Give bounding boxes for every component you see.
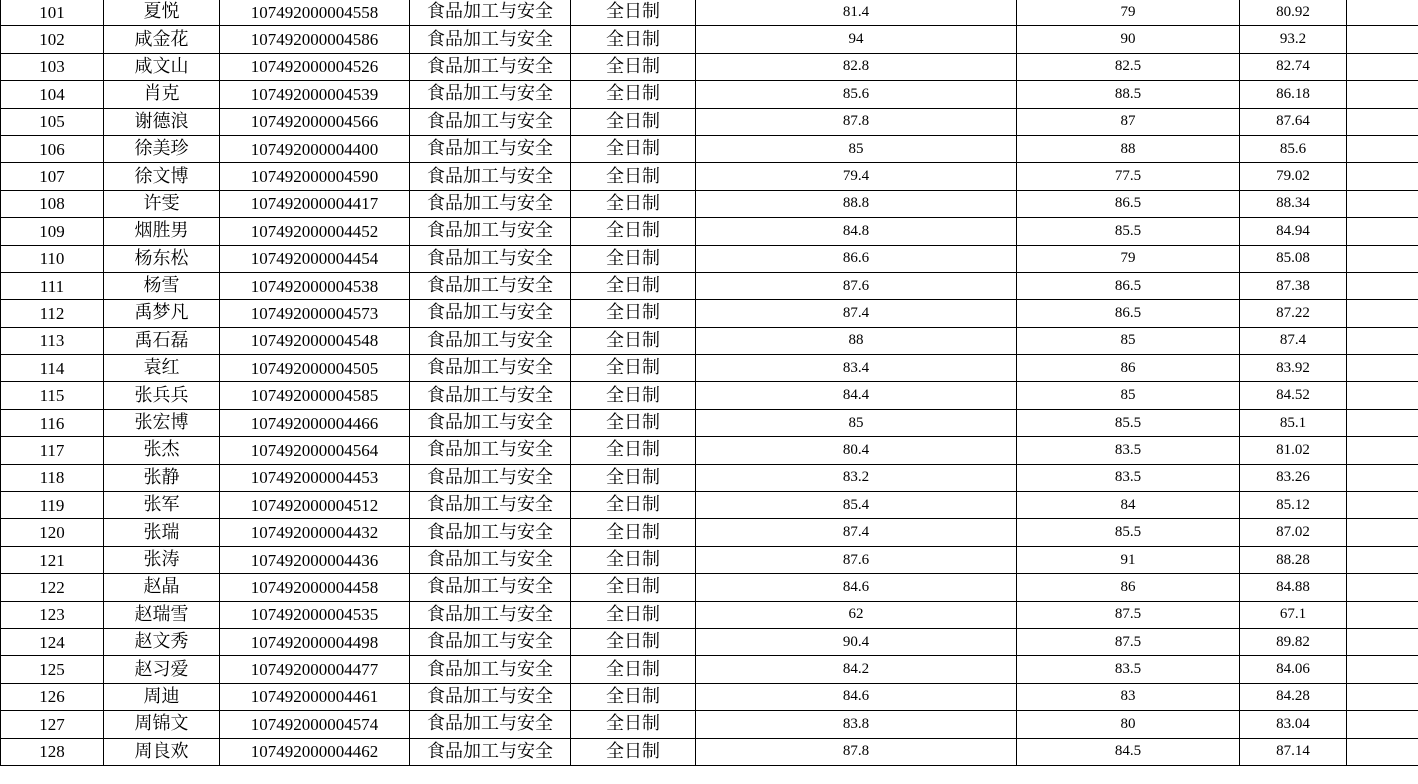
total-score-cell: 84.06 (1240, 656, 1347, 683)
score-1-cell: 87.6 (696, 546, 1017, 573)
major-cell: 食品加工与安全 (410, 53, 571, 80)
empty-cell (1347, 738, 1418, 765)
student-name-cell: 禹石磊 (104, 327, 220, 354)
empty-cell (1347, 245, 1418, 272)
table-row (1, 738, 1418, 765)
study-mode-cell: 全日制 (571, 355, 696, 382)
table-row (1, 53, 1418, 80)
row-number-cell: 118 (1, 464, 104, 491)
table-row (1, 382, 1418, 409)
student-name-cell: 张军 (104, 492, 220, 519)
row-number-cell: 102 (1, 26, 104, 53)
major-cell: 食品加工与安全 (410, 519, 571, 546)
score-1-cell: 87.8 (696, 108, 1017, 135)
student-name-cell: 禹梦凡 (104, 300, 220, 327)
major-cell: 食品加工与安全 (410, 135, 571, 162)
exam-id-cell: 107492000004432 (220, 519, 410, 546)
score-1-cell: 79.4 (696, 163, 1017, 190)
score-1-cell: 85 (696, 135, 1017, 162)
score-2-cell: 90 (1017, 26, 1240, 53)
total-score-cell: 83.04 (1240, 711, 1347, 738)
row-number-cell: 121 (1, 546, 104, 573)
major-cell: 食品加工与安全 (410, 163, 571, 190)
exam-id-cell: 107492000004535 (220, 601, 410, 628)
student-name-cell: 谢德浪 (104, 108, 220, 135)
score-1-cell: 62 (696, 601, 1017, 628)
major-cell: 食品加工与安全 (410, 355, 571, 382)
total-score-cell: 88.34 (1240, 190, 1347, 217)
exam-id-cell: 107492000004498 (220, 628, 410, 655)
score-2-cell: 84.5 (1017, 738, 1240, 765)
total-score-cell: 87.38 (1240, 272, 1347, 299)
score-2-cell: 86.5 (1017, 300, 1240, 327)
row-number-cell: 114 (1, 355, 104, 382)
exam-id-cell: 107492000004458 (220, 574, 410, 601)
exam-id-cell: 107492000004590 (220, 163, 410, 190)
total-score-cell: 85.08 (1240, 245, 1347, 272)
total-score-cell: 87.14 (1240, 738, 1347, 765)
student-name-cell: 徐文博 (104, 163, 220, 190)
study-mode-cell: 全日制 (571, 601, 696, 628)
study-mode-cell: 全日制 (571, 135, 696, 162)
total-score-cell: 87.4 (1240, 327, 1347, 354)
major-cell: 食品加工与安全 (410, 574, 571, 601)
study-mode-cell: 全日制 (571, 300, 696, 327)
exam-id-cell: 107492000004539 (220, 81, 410, 108)
major-cell: 食品加工与安全 (410, 683, 571, 710)
score-1-cell: 87.8 (696, 738, 1017, 765)
score-2-cell: 83.5 (1017, 656, 1240, 683)
score-1-cell: 88 (696, 327, 1017, 354)
major-cell: 食品加工与安全 (410, 546, 571, 573)
score-2-cell: 86 (1017, 355, 1240, 382)
student-name-cell: 咸文山 (104, 53, 220, 80)
study-mode-cell: 全日制 (571, 382, 696, 409)
empty-cell (1347, 190, 1418, 217)
score-2-cell: 85 (1017, 382, 1240, 409)
row-number-cell: 111 (1, 272, 104, 299)
score-1-cell: 83.4 (696, 355, 1017, 382)
empty-cell (1347, 437, 1418, 464)
empty-cell (1347, 574, 1418, 601)
exam-id-cell: 107492000004462 (220, 738, 410, 765)
table-row (1, 601, 1418, 628)
total-score-cell: 87.02 (1240, 519, 1347, 546)
study-mode-cell: 全日制 (571, 190, 696, 217)
score-2-cell: 79 (1017, 245, 1240, 272)
score-1-cell: 84.6 (696, 683, 1017, 710)
major-cell: 食品加工与安全 (410, 300, 571, 327)
major-cell: 食品加工与安全 (410, 81, 571, 108)
exam-id-cell: 107492000004436 (220, 546, 410, 573)
study-mode-cell: 全日制 (571, 464, 696, 491)
row-number-cell: 108 (1, 190, 104, 217)
table-row (1, 683, 1418, 710)
study-mode-cell: 全日制 (571, 738, 696, 765)
table-row (1, 245, 1418, 272)
student-name-cell: 周迪 (104, 683, 220, 710)
student-name-cell: 周良欢 (104, 738, 220, 765)
student-name-cell: 咸金花 (104, 26, 220, 53)
student-name-cell: 杨东松 (104, 245, 220, 272)
study-mode-cell: 全日制 (571, 683, 696, 710)
table-row (1, 711, 1418, 738)
study-mode-cell: 全日制 (571, 546, 696, 573)
exam-id-cell: 107492000004558 (220, 0, 410, 26)
score-2-cell: 83 (1017, 683, 1240, 710)
empty-cell (1347, 135, 1418, 162)
score-2-cell: 85 (1017, 327, 1240, 354)
exam-id-cell: 107492000004454 (220, 245, 410, 272)
score-1-cell: 84.8 (696, 218, 1017, 245)
score-1-cell: 80.4 (696, 437, 1017, 464)
major-cell: 食品加工与安全 (410, 628, 571, 655)
exam-id-cell: 107492000004453 (220, 464, 410, 491)
study-mode-cell: 全日制 (571, 218, 696, 245)
exam-id-cell: 107492000004574 (220, 711, 410, 738)
score-2-cell: 86 (1017, 574, 1240, 601)
study-mode-cell: 全日制 (571, 519, 696, 546)
exam-id-cell: 107492000004400 (220, 135, 410, 162)
table-row (1, 519, 1418, 546)
empty-cell (1347, 0, 1418, 26)
study-mode-cell: 全日制 (571, 163, 696, 190)
score-2-cell: 87.5 (1017, 628, 1240, 655)
total-score-cell: 93.2 (1240, 26, 1347, 53)
study-mode-cell: 全日制 (571, 53, 696, 80)
table-row (1, 108, 1418, 135)
table-row (1, 546, 1418, 573)
exam-id-cell: 107492000004477 (220, 656, 410, 683)
score-1-cell: 84.6 (696, 574, 1017, 601)
exam-id-cell: 107492000004566 (220, 108, 410, 135)
score-1-cell: 81.4 (696, 0, 1017, 26)
student-name-cell: 杨雪 (104, 272, 220, 299)
major-cell: 食品加工与安全 (410, 327, 571, 354)
empty-cell (1347, 409, 1418, 436)
row-number-cell: 109 (1, 218, 104, 245)
study-mode-cell: 全日制 (571, 409, 696, 436)
study-mode-cell: 全日制 (571, 711, 696, 738)
study-mode-cell: 全日制 (571, 628, 696, 655)
total-score-cell: 85.12 (1240, 492, 1347, 519)
student-name-cell: 烟胜男 (104, 218, 220, 245)
total-score-cell: 84.88 (1240, 574, 1347, 601)
table-row (1, 26, 1418, 53)
score-1-cell: 87.6 (696, 272, 1017, 299)
row-number-cell: 122 (1, 574, 104, 601)
row-number-cell: 112 (1, 300, 104, 327)
score-2-cell: 85.5 (1017, 409, 1240, 436)
table-row (1, 163, 1418, 190)
score-1-cell: 88.8 (696, 190, 1017, 217)
exam-id-cell: 107492000004573 (220, 300, 410, 327)
table-row (1, 492, 1418, 519)
major-cell: 食品加工与安全 (410, 382, 571, 409)
table-row (1, 218, 1418, 245)
score-2-cell: 87.5 (1017, 601, 1240, 628)
table-row (1, 81, 1418, 108)
study-mode-cell: 全日制 (571, 492, 696, 519)
major-cell: 食品加工与安全 (410, 464, 571, 491)
table-row (1, 656, 1418, 683)
table-row (1, 135, 1418, 162)
empty-cell (1347, 163, 1418, 190)
table-row (1, 300, 1418, 327)
empty-cell (1347, 683, 1418, 710)
exam-id-cell: 107492000004512 (220, 492, 410, 519)
row-number-cell: 107 (1, 163, 104, 190)
study-mode-cell: 全日制 (571, 327, 696, 354)
row-number-cell: 120 (1, 519, 104, 546)
total-score-cell: 83.92 (1240, 355, 1347, 382)
score-2-cell: 80 (1017, 711, 1240, 738)
major-cell: 食品加工与安全 (410, 245, 571, 272)
major-cell: 食品加工与安全 (410, 108, 571, 135)
score-2-cell: 86.5 (1017, 190, 1240, 217)
empty-cell (1347, 81, 1418, 108)
major-cell: 食品加工与安全 (410, 601, 571, 628)
exam-id-cell: 107492000004585 (220, 382, 410, 409)
score-2-cell: 88 (1017, 135, 1240, 162)
empty-cell (1347, 656, 1418, 683)
total-score-cell: 85.1 (1240, 409, 1347, 436)
total-score-cell: 86.18 (1240, 81, 1347, 108)
score-1-cell: 86.6 (696, 245, 1017, 272)
student-name-cell: 张涛 (104, 546, 220, 573)
major-cell: 食品加工与安全 (410, 190, 571, 217)
empty-cell (1347, 382, 1418, 409)
score-1-cell: 85 (696, 409, 1017, 436)
exam-id-cell: 107492000004538 (220, 272, 410, 299)
student-name-cell: 周锦文 (104, 711, 220, 738)
major-cell: 食品加工与安全 (410, 272, 571, 299)
total-score-cell: 82.74 (1240, 53, 1347, 80)
empty-cell (1347, 300, 1418, 327)
score-1-cell: 90.4 (696, 628, 1017, 655)
table-row (1, 628, 1418, 655)
study-mode-cell: 全日制 (571, 272, 696, 299)
total-score-cell: 84.28 (1240, 683, 1347, 710)
row-number-cell: 125 (1, 656, 104, 683)
row-number-cell: 117 (1, 437, 104, 464)
table-row (1, 464, 1418, 491)
score-2-cell: 79 (1017, 0, 1240, 26)
row-number-cell: 123 (1, 601, 104, 628)
total-score-cell: 89.82 (1240, 628, 1347, 655)
empty-cell (1347, 711, 1418, 738)
score-2-cell: 88.5 (1017, 81, 1240, 108)
empty-cell (1347, 108, 1418, 135)
exam-id-cell: 107492000004564 (220, 437, 410, 464)
student-name-cell: 肖克 (104, 81, 220, 108)
student-name-cell: 张杰 (104, 437, 220, 464)
row-number-cell: 105 (1, 108, 104, 135)
total-score-cell: 88.28 (1240, 546, 1347, 573)
total-score-cell: 84.52 (1240, 382, 1347, 409)
empty-cell (1347, 492, 1418, 519)
empty-cell (1347, 218, 1418, 245)
major-cell: 食品加工与安全 (410, 218, 571, 245)
row-number-cell: 119 (1, 492, 104, 519)
row-number-cell: 103 (1, 53, 104, 80)
student-name-cell: 张瑞 (104, 519, 220, 546)
student-name-cell: 张兵兵 (104, 382, 220, 409)
score-1-cell: 82.8 (696, 53, 1017, 80)
student-name-cell: 许雯 (104, 190, 220, 217)
table-row (1, 272, 1418, 299)
student-name-cell: 赵晶 (104, 574, 220, 601)
score-1-cell: 84.2 (696, 656, 1017, 683)
row-number-cell: 116 (1, 409, 104, 436)
study-mode-cell: 全日制 (571, 81, 696, 108)
score-2-cell: 85.5 (1017, 519, 1240, 546)
major-cell: 食品加工与安全 (410, 0, 571, 26)
study-mode-cell: 全日制 (571, 0, 696, 26)
student-name-cell: 张宏博 (104, 409, 220, 436)
empty-cell (1347, 601, 1418, 628)
empty-cell (1347, 519, 1418, 546)
major-cell: 食品加工与安全 (410, 26, 571, 53)
score-2-cell: 83.5 (1017, 464, 1240, 491)
score-1-cell: 83.8 (696, 711, 1017, 738)
table-row (1, 0, 1418, 26)
exam-id-cell: 107492000004526 (220, 53, 410, 80)
total-score-cell: 67.1 (1240, 601, 1347, 628)
empty-cell (1347, 628, 1418, 655)
total-score-cell: 85.6 (1240, 135, 1347, 162)
total-score-cell: 80.92 (1240, 0, 1347, 26)
score-1-cell: 87.4 (696, 300, 1017, 327)
score-2-cell: 82.5 (1017, 53, 1240, 80)
score-1-cell: 94 (696, 26, 1017, 53)
row-number-cell: 128 (1, 738, 104, 765)
score-2-cell: 91 (1017, 546, 1240, 573)
score-2-cell: 86.5 (1017, 272, 1240, 299)
table-row (1, 437, 1418, 464)
score-1-cell: 83.2 (696, 464, 1017, 491)
student-name-cell: 徐美珍 (104, 135, 220, 162)
student-name-cell: 赵习爱 (104, 656, 220, 683)
row-number-cell: 106 (1, 135, 104, 162)
exam-id-cell: 107492000004505 (220, 355, 410, 382)
total-score-cell: 79.02 (1240, 163, 1347, 190)
row-number-cell: 124 (1, 628, 104, 655)
row-number-cell: 113 (1, 327, 104, 354)
exam-id-cell: 107492000004466 (220, 409, 410, 436)
score-1-cell: 87.4 (696, 519, 1017, 546)
score-1-cell: 84.4 (696, 382, 1017, 409)
exam-id-cell: 107492000004452 (220, 218, 410, 245)
major-cell: 食品加工与安全 (410, 409, 571, 436)
empty-cell (1347, 26, 1418, 53)
student-name-cell: 袁红 (104, 355, 220, 382)
row-number-cell: 127 (1, 711, 104, 738)
major-cell: 食品加工与安全 (410, 738, 571, 765)
row-number-cell: 104 (1, 81, 104, 108)
table-row (1, 355, 1418, 382)
score-2-cell: 77.5 (1017, 163, 1240, 190)
row-number-cell: 126 (1, 683, 104, 710)
student-name-cell: 赵瑞雪 (104, 601, 220, 628)
exam-id-cell: 107492000004417 (220, 190, 410, 217)
row-number-cell: 110 (1, 245, 104, 272)
empty-cell (1347, 53, 1418, 80)
total-score-cell: 84.94 (1240, 218, 1347, 245)
study-mode-cell: 全日制 (571, 437, 696, 464)
major-cell: 食品加工与安全 (410, 656, 571, 683)
score-1-cell: 85.4 (696, 492, 1017, 519)
table-row (1, 327, 1418, 354)
major-cell: 食品加工与安全 (410, 492, 571, 519)
score-2-cell: 85.5 (1017, 218, 1240, 245)
exam-id-cell: 107492000004461 (220, 683, 410, 710)
student-name-cell: 张静 (104, 464, 220, 491)
table-body (1, 0, 1418, 765)
study-mode-cell: 全日制 (571, 656, 696, 683)
table-row (1, 409, 1418, 436)
score-1-cell: 85.6 (696, 81, 1017, 108)
table-row (1, 190, 1418, 217)
exam-id-cell: 107492000004548 (220, 327, 410, 354)
major-cell: 食品加工与安全 (410, 437, 571, 464)
total-score-cell: 81.02 (1240, 437, 1347, 464)
score-2-cell: 84 (1017, 492, 1240, 519)
study-mode-cell: 全日制 (571, 245, 696, 272)
empty-cell (1347, 272, 1418, 299)
empty-cell (1347, 464, 1418, 491)
study-mode-cell: 全日制 (571, 574, 696, 601)
study-mode-cell: 全日制 (571, 108, 696, 135)
exam-id-cell: 107492000004586 (220, 26, 410, 53)
empty-cell (1347, 355, 1418, 382)
student-name-cell: 夏悦 (104, 0, 220, 26)
major-cell: 食品加工与安全 (410, 711, 571, 738)
row-number-cell: 115 (1, 382, 104, 409)
total-score-cell: 87.22 (1240, 300, 1347, 327)
study-mode-cell: 全日制 (571, 26, 696, 53)
score-2-cell: 83.5 (1017, 437, 1240, 464)
table-row (1, 574, 1418, 601)
score-2-cell: 87 (1017, 108, 1240, 135)
student-name-cell: 赵文秀 (104, 628, 220, 655)
empty-cell (1347, 327, 1418, 354)
row-number-cell: 101 (1, 0, 104, 26)
total-score-cell: 83.26 (1240, 464, 1347, 491)
total-score-cell: 87.64 (1240, 108, 1347, 135)
empty-cell (1347, 546, 1418, 573)
